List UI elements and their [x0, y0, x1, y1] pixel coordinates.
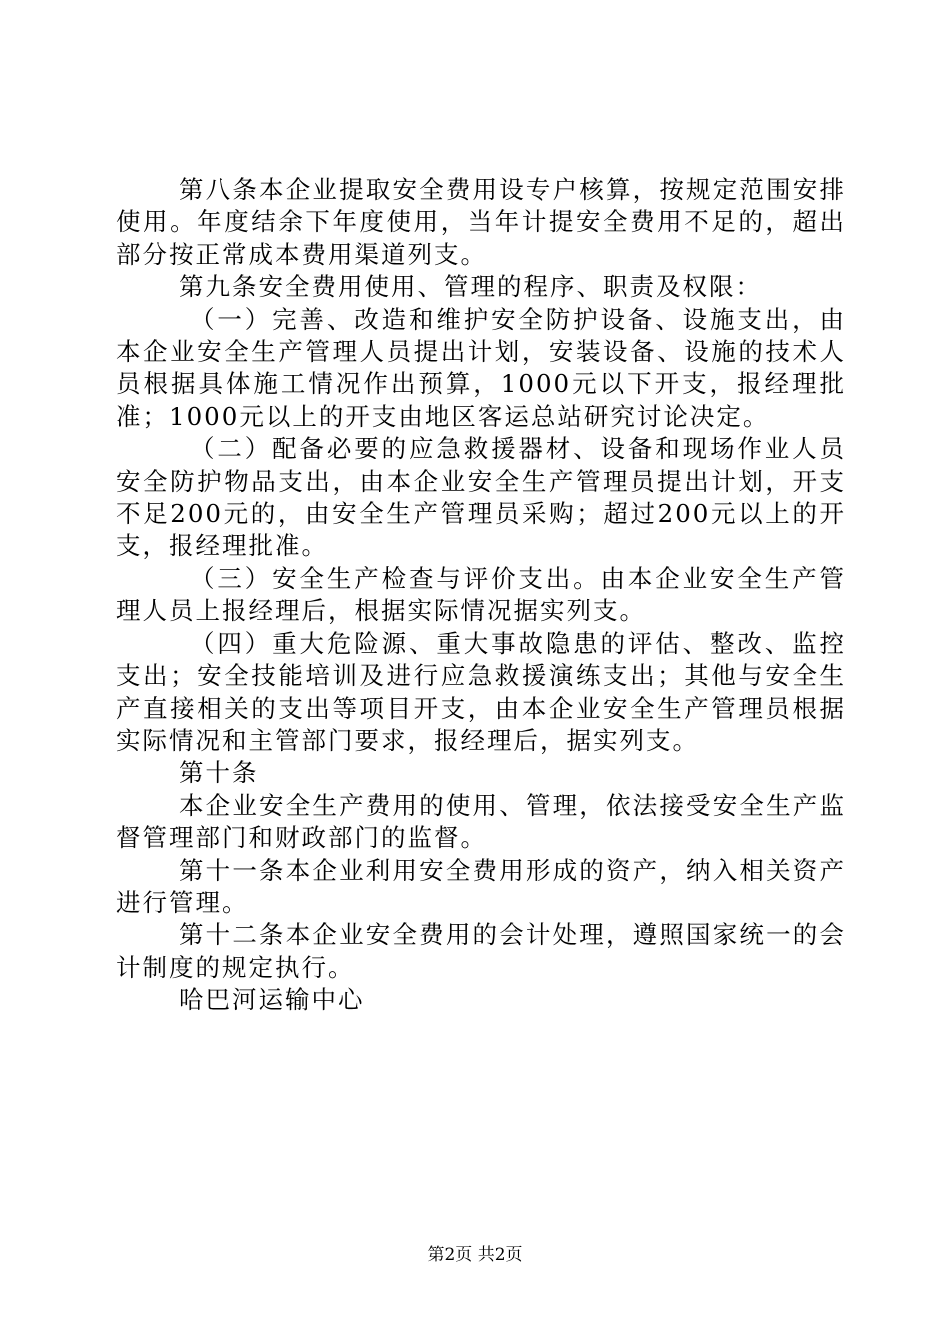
page-number: 第2页 共2页: [427, 1245, 523, 1265]
signature: 哈巴河运输中心: [179, 985, 365, 1015]
document-body: [116, 174, 846, 1017]
item-3-paragraph: （三）安全生产检查与评价支出。由本企业安全生产管理人员上报经理后，根据实际情况据实列支。: [116, 563, 846, 626]
page-footer: [0, 1244, 950, 1266]
article-8-paragraph: 第八条本企业提取安全费用设专户核算，按规定范围安排使用。年度结余下年度使用，当年计提安全费用不足的，超出部分按正常成本费用渠道列支。: [116, 175, 846, 269]
article-10-heading: 第十条: [179, 758, 259, 788]
article-12-paragraph: 第十二条本企业安全费用的会计处理，遵照国家统一的会计制度的规定执行。: [116, 920, 846, 982]
article-11-paragraph: 第十一条本企业利用安全费用形成的资产，纳入相关资产进行管理。: [116, 855, 846, 917]
item-4-paragraph: （四）重大危险源、重大事故隐患的评估、整改、监控支出；安全技能培训及进行应急救援演练支出；其他与安全生产直接相关的支出等项目开支，由本企业安全生产管理员根据实际情况和主管部门要求，报经理后，据实列支。: [116, 628, 846, 755]
item-2-paragraph: （二）配备必要的应急救援器材、设备和现场作业人员安全防护物品支出，由本企业安全生产管理员提出计划，开支不足200元的，由安全生产管理员采购；超过200元以上的开支，报经理批准。: [116, 434, 846, 561]
item-1-paragraph: （一）完善、改造和维护安全防护设备、设施支出，由本企业安全生产管理人员提出计划，安装设备、设施的技术人员根据具体施工情况作出预算，1000元以下开支，报经理批准；1000元以上的开支由地区客运总站研究讨论决定。: [116, 304, 846, 431]
article-9-paragraph: 第九条安全费用使用、管理的程序、职责及权限：: [179, 272, 762, 302]
article-10-paragraph: 本企业安全生产费用的使用、管理，依法接受安全生产监督管理部门和财政部门的监督。: [116, 790, 846, 853]
